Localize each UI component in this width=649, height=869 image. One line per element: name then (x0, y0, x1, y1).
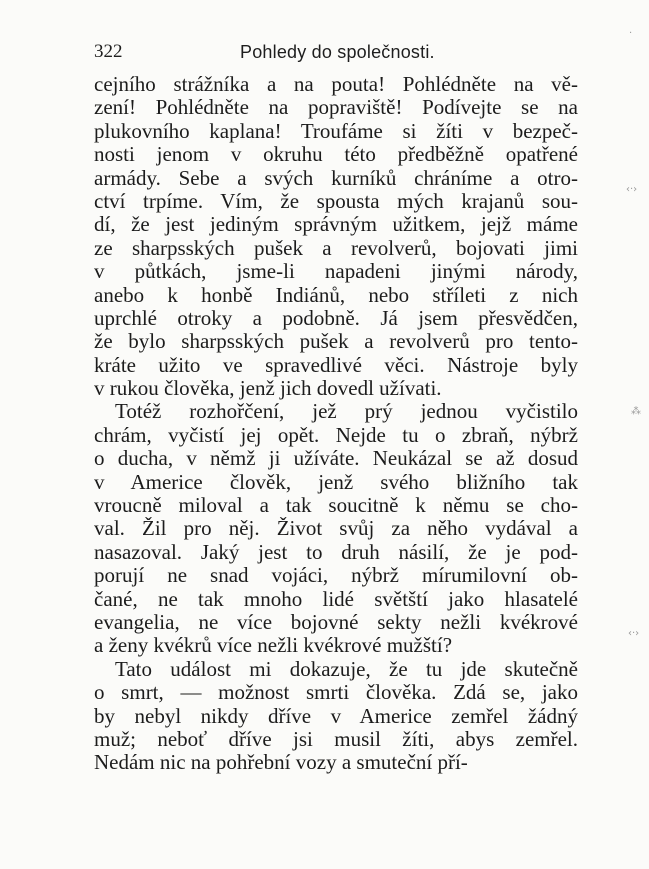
text-line: kráte užito ve spravedlivé věci. Nástroje byly (94, 353, 578, 377)
text-line: anebo k honbě Indiánů, nebo stříleti z nich (94, 283, 578, 307)
text-line: armády. Sebe a svých kurníků chráníme a otro- (94, 166, 578, 190)
text-line: val. Žil pro něj. Život svůj za něho vydával a (94, 517, 578, 541)
text-line: uprchlé otroky a podobně. Já jsem přesvědčen, (94, 306, 578, 330)
text-line: chrám, vyčistí jej opět. Nejde tu o zbraň, nýbrž (94, 423, 578, 447)
text-line: o ducha, v němž ji užíváte. Neukázal se až dosud (94, 447, 578, 471)
text-line: porují ne snad vojáci, nýbrž mírumilovní ob- (94, 564, 578, 588)
text-line: by nebyl nikdy dříve v Americe zemřel žádný (94, 704, 578, 728)
text-line: nasazoval. Jaký jest to druh násilí, že je pod- (94, 540, 578, 564)
text-line: Totéž rozhořčení, jež prý jednou vyčistilo (115, 400, 578, 424)
text-line: Tato událost mi dokazuje, že tu jde skutečně (115, 657, 578, 681)
margin-bracket-mark: ⁂ (631, 406, 641, 417)
text-line: že bylo sharpsských pušek a revolverů pro tento- (94, 330, 578, 354)
text-line: vroucně miloval a tak soucitně k němu se cho- (94, 494, 578, 518)
text-line: cejního strážníka a na pouta! Pohlédněte na vě- (94, 73, 578, 96)
text-line: nosti jenom v okruhu této předběžně opatřené (94, 143, 578, 167)
margin-bracket-mark: ‹·› (626, 184, 638, 195)
margin-bracket-mark: · (629, 28, 633, 39)
text-line: o smrt, — možnost smrti člověka. Zdá se, jako (94, 681, 578, 705)
text-line: v Americe člověk, jenž svého bližního tak (94, 470, 578, 494)
text-line: Nedám nic na pohřební vozy a smuteční pří- (94, 751, 468, 775)
text-line: v rukou člověka, jenž jich dovedl užívati. (94, 377, 442, 401)
running-head (94, 40, 578, 64)
text-line: ctví trpíme. Vím, že spousta mých krajanů sou- (94, 189, 578, 213)
text-line: čané, ne tak mnoho lidé světští jako hlasatelé (94, 587, 578, 611)
text-line: evangelia, ne více bojovné sekty nežli kvékrové (94, 610, 578, 634)
margin-bracket-mark: ‹·› (628, 628, 640, 639)
body-text (94, 73, 578, 775)
text-line: ze sharpsských pušek a revolverů, bojovati jimi (94, 236, 578, 260)
text-line: muž; neboť dříve jsi musil žíti, abys zemřel. (94, 727, 578, 751)
text-line: a ženy kvékrů více nežli kvékrové mužští? (94, 634, 453, 658)
text-line: v půtkách, jsme-li napadeni jinými národy, (94, 260, 578, 284)
paragraph-container (94, 73, 578, 775)
running-head-title: Pohledy do společnosti. (240, 42, 435, 62)
text-line: dí, že jest jediným správným užitkem, jejž máme (94, 213, 578, 237)
text-line: zení! Pohlédněte na popraviště! Podívejte se na (94, 96, 578, 120)
text-line: plukovního kaplana! Troufáme si žíti v bezpeč- (94, 119, 578, 143)
page-number: 322 (94, 41, 123, 62)
